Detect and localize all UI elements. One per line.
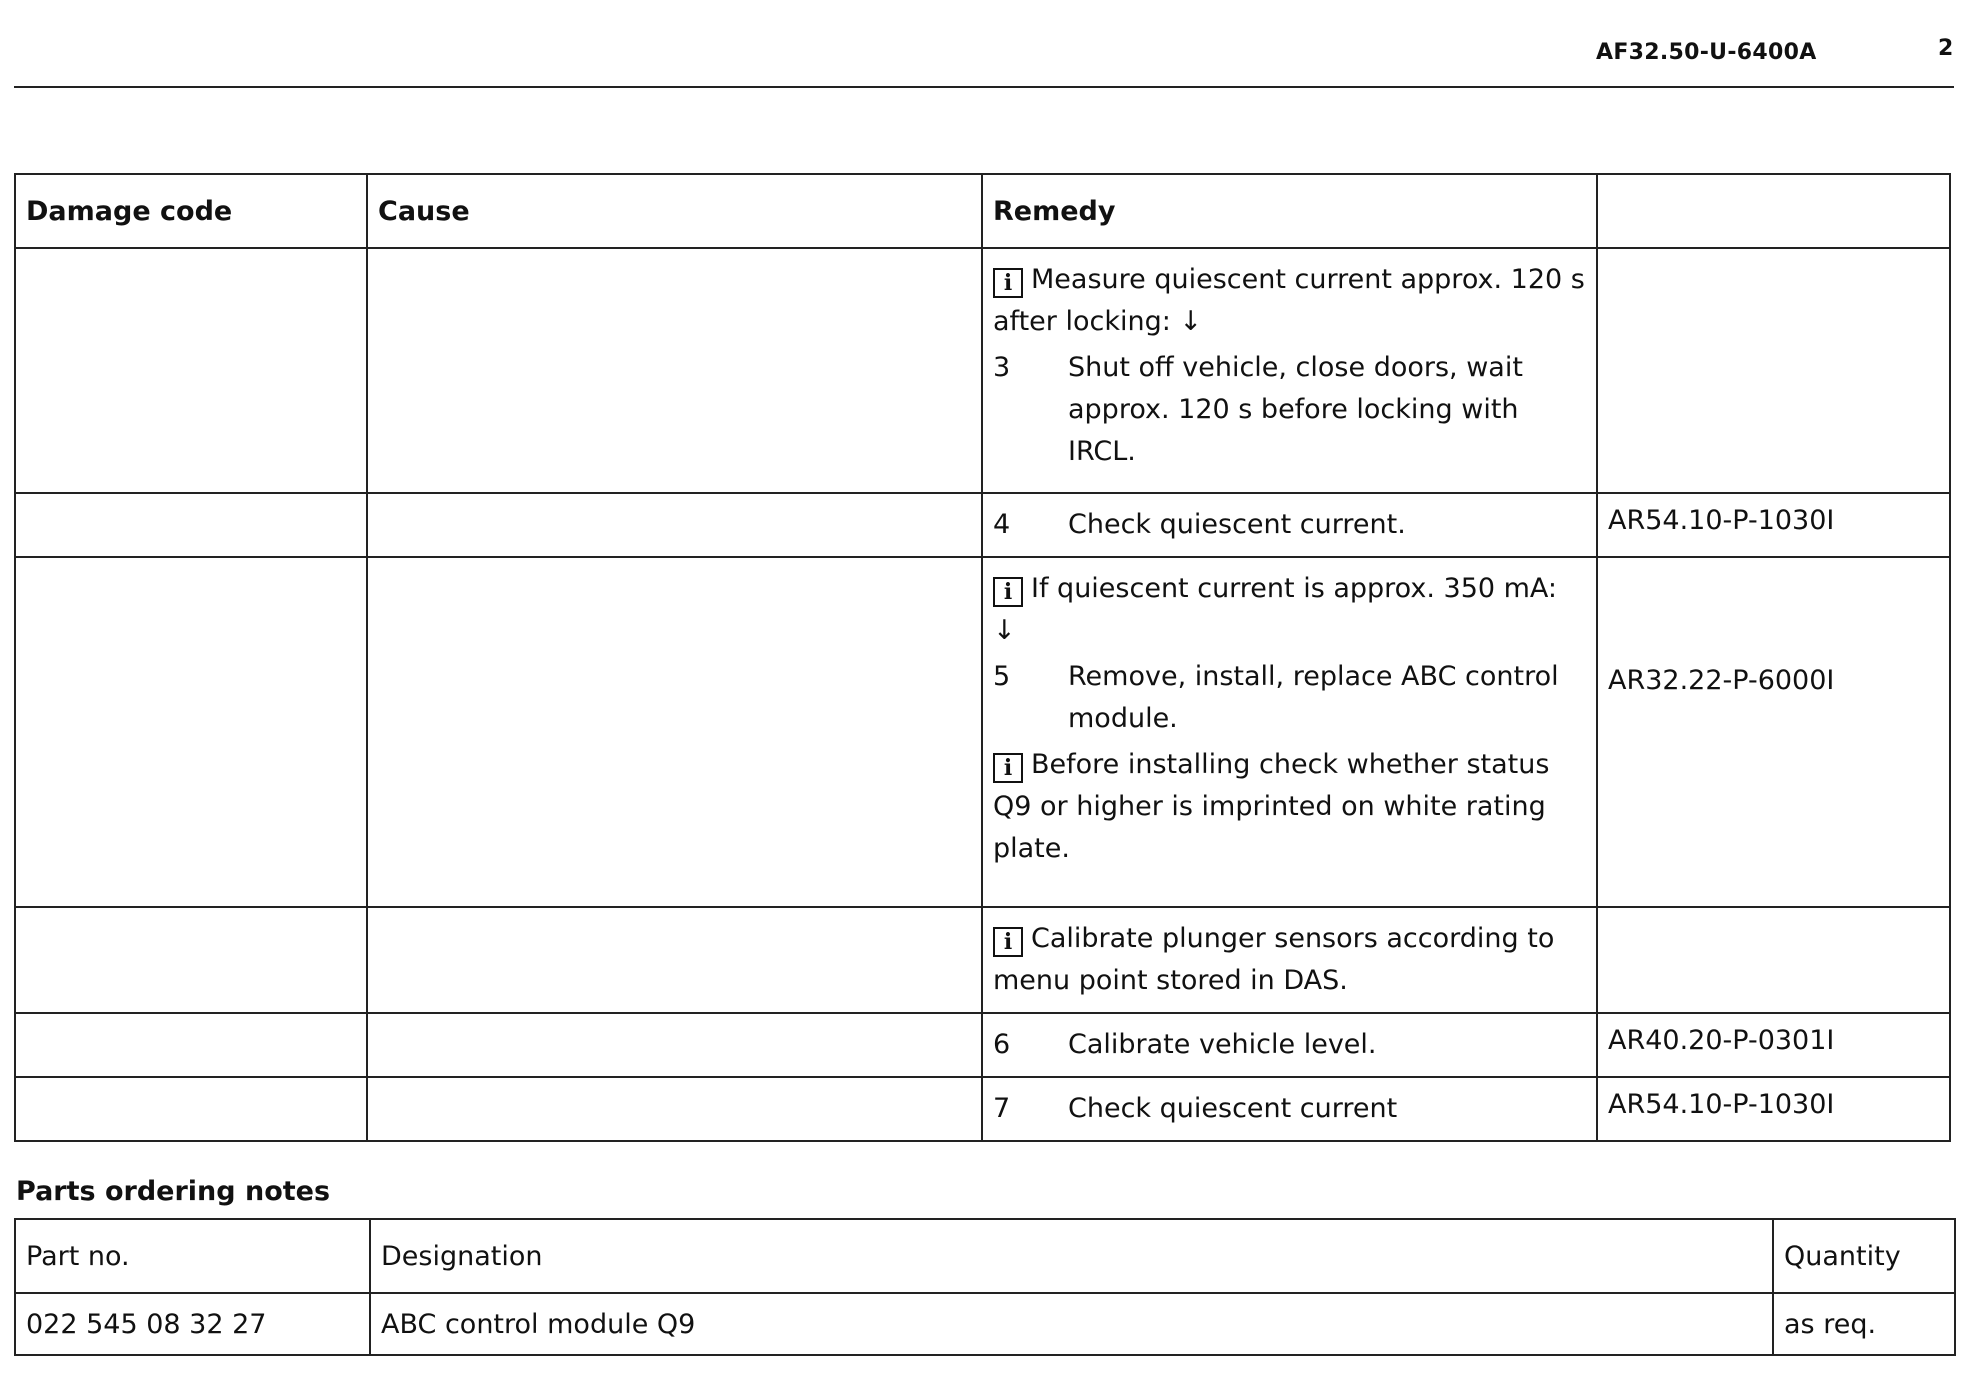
page-number: 2: [1938, 36, 1954, 61]
table-header-row: [15, 174, 1950, 248]
table-row: [15, 248, 1950, 493]
column-header-reference: [1597, 174, 1950, 248]
info-icon: i: [993, 577, 1023, 607]
parts-ordering-heading: Parts ordering notes: [16, 1176, 331, 1207]
damage-code-cell: [15, 907, 367, 1013]
step-number: 3: [993, 352, 1011, 383]
reference-cell: [1597, 557, 1950, 907]
note-text: Calibrate plunger sensors according to menu point stored in DAS.: [993, 923, 1555, 996]
remedy-cell: [982, 493, 1597, 557]
step-number: 7: [993, 1093, 1011, 1124]
remedy-cell: [982, 907, 1597, 1013]
info-icon: i: [993, 268, 1023, 298]
table-row: [15, 1013, 1950, 1077]
info-note: [993, 568, 1586, 652]
damage-code-cell: [15, 493, 367, 557]
column-header-part-no: Part no.: [15, 1219, 370, 1293]
damage-code-cell: [15, 557, 367, 907]
table-row: [15, 493, 1950, 557]
page-header: [14, 36, 1954, 88]
note-text: Measure quiescent current approx. 120 s after locking: ↓: [993, 264, 1585, 337]
damage-remedy-table: [14, 173, 1951, 1142]
column-header-damage-code: Damage code: [15, 174, 367, 248]
remedy-cell: [982, 557, 1597, 907]
step-text: Shut off vehicle, close doors, wait approx. 120 s before locking with IRCL.: [1068, 352, 1523, 467]
column-header-quantity: Quantity: [1773, 1219, 1955, 1293]
step-text: Check quiescent current.: [1068, 509, 1406, 540]
remedy-cell: [982, 1013, 1597, 1077]
step-number: 6: [993, 1029, 1011, 1060]
damage-code-cell: [15, 1013, 367, 1077]
table-row: [15, 557, 1950, 907]
step-text: Calibrate vehicle level.: [1068, 1029, 1377, 1060]
step-number: 4: [993, 509, 1011, 540]
cause-cell: [367, 248, 982, 493]
step-text: Remove, install, replace ABC control module.: [1068, 661, 1559, 734]
reference-cell: AR40.20-P-0301I: [1597, 1013, 1950, 1077]
step: [993, 504, 1586, 546]
reference-cell: [1597, 907, 1950, 1013]
step-number: 5: [993, 661, 1011, 692]
table-row: [15, 1293, 1955, 1355]
cause-cell: [367, 1013, 982, 1077]
remedy-cell: [982, 248, 1597, 493]
damage-code-cell: [15, 248, 367, 493]
info-note: [993, 918, 1586, 1002]
cause-cell: [367, 1077, 982, 1141]
info-icon: i: [993, 753, 1023, 783]
step-text: Check quiescent current: [1068, 1093, 1398, 1124]
quantity-cell: as req.: [1773, 1293, 1955, 1355]
note-text: Before installing check whether status Q9 or higher is imprinted on white rating plate.: [993, 749, 1550, 864]
column-header-cause: Cause: [367, 174, 982, 248]
step: [993, 347, 1586, 473]
cause-cell: [367, 493, 982, 557]
step: [993, 1024, 1586, 1066]
step: [993, 1088, 1586, 1130]
reference-cell: [1597, 248, 1950, 493]
part-number-cell: 022 545 08 32 27: [15, 1293, 370, 1355]
reference-text: AR32.22-P-6000I: [1608, 665, 1835, 696]
table-row: [15, 1077, 1950, 1141]
parts-ordering-table: [14, 1218, 1956, 1356]
column-header-remedy: Remedy: [982, 174, 1597, 248]
cause-cell: [367, 557, 982, 907]
table-row: [15, 907, 1950, 1013]
remedy-cell: [982, 1077, 1597, 1141]
damage-code-cell: [15, 1077, 367, 1141]
reference-cell: AR54.10-P-1030I: [1597, 1077, 1950, 1141]
step: [993, 656, 1586, 740]
note-text: If quiescent current is approx. 350 mA: ↓: [993, 573, 1558, 646]
column-header-designation: Designation: [370, 1219, 1773, 1293]
info-icon: i: [993, 927, 1023, 957]
info-note: [993, 744, 1586, 870]
info-note: [993, 259, 1586, 343]
reference-cell: AR54.10-P-1030I: [1597, 493, 1950, 557]
table-header-row: [15, 1219, 1955, 1293]
cause-cell: [367, 907, 982, 1013]
document-code: AF32.50-U-6400A: [1596, 40, 1817, 65]
designation-cell: ABC control module Q9: [370, 1293, 1773, 1355]
